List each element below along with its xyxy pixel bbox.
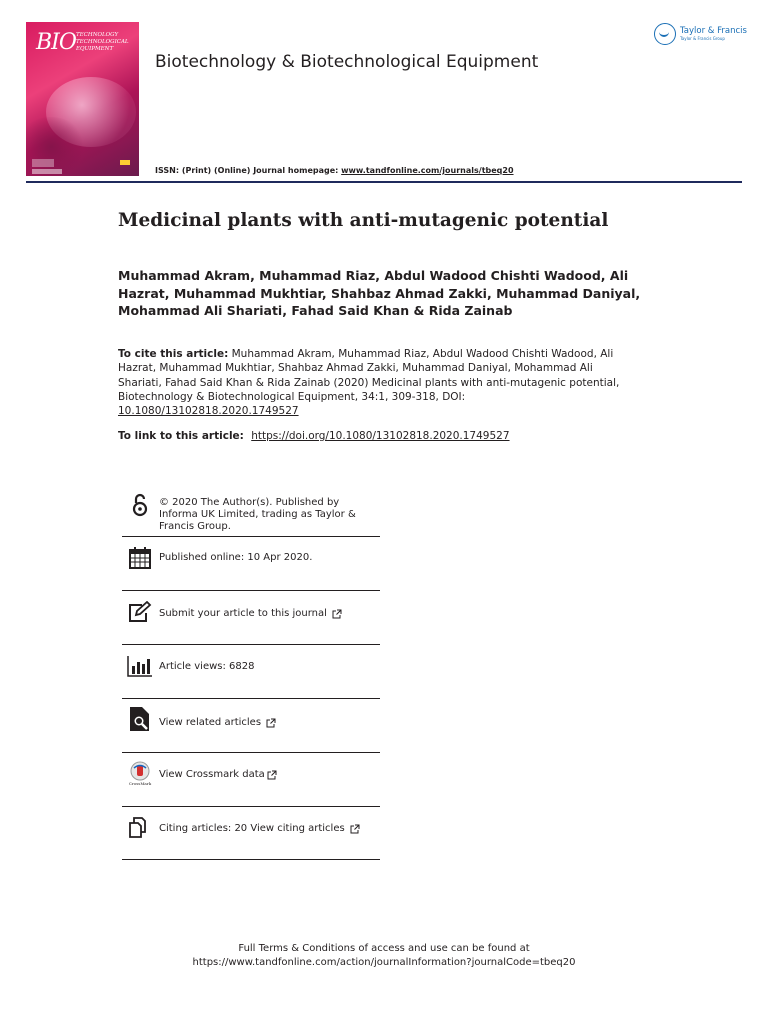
submit-article-link[interactable]: Submit your article to this journal <box>159 608 327 619</box>
open-access-icon <box>127 492 153 518</box>
link-label: To link to this article: <box>118 430 244 442</box>
journal-cover-image <box>26 22 139 176</box>
citing-documents-icon <box>127 814 153 840</box>
article-doi-link[interactable]: https://doi.org/10.1080/13102818.2020.1749527 <box>251 430 510 442</box>
citing-articles-link[interactable]: Citing articles: 20 View citing articles <box>159 823 345 834</box>
citation-label: To cite this article: <box>118 348 229 360</box>
crossmark-row[interactable] <box>122 753 380 807</box>
journal-title: Biotechnology & Biotechnological Equipment <box>155 52 539 72</box>
publisher-logo[interactable] <box>654 22 747 46</box>
terms-footer <box>0 942 768 970</box>
citation-text: Muhammad Akram, Muhammad Riaz, Abdul Wadood Chishti Wadood, Ali Hazrat, Muhammad Mukhtiar, Shahbaz Ahmad Zakki, Muhammad Daniyal, Mohammad Ali Shariati, Fahad Said Khan & Rida Zainab (2020) Medicinal plants with anti-mutagenic potential, Biotechnology & Biotechnological Equipment, 34:1, 309-318, DOI: <box>118 348 620 403</box>
external-link-icon <box>332 609 342 619</box>
article-info-panel <box>122 487 380 860</box>
cover-title: BIO <box>36 30 76 55</box>
crossmark-icon <box>127 760 153 786</box>
related-articles-link[interactable]: View related articles <box>159 717 262 728</box>
issn-line <box>155 166 514 175</box>
open-access-row <box>122 487 380 537</box>
article-views: Article views: 6828 <box>159 661 255 672</box>
cover-publisher-mark <box>32 159 54 167</box>
terms-url[interactable]: https://www.tandfonline.com/action/journalInformation?journalCode=tbeq20 <box>192 957 576 968</box>
header-divider <box>26 181 742 183</box>
cover-badge <box>120 160 130 165</box>
citation-doi-link[interactable]: 10.1080/13102818.2020.1749527 <box>118 405 299 418</box>
crossmark-icon-label: CrossMark <box>128 780 152 786</box>
submit-row[interactable] <box>122 591 380 645</box>
external-link-icon <box>266 718 276 728</box>
published-date: Published online: 10 Apr 2020. <box>159 552 313 563</box>
issn-text: ISSN: (Print) (Online) Journal homepage: <box>155 166 342 175</box>
bar-chart-icon <box>127 653 153 679</box>
publisher-logo-subtitle: Taylor & Francis Group <box>680 36 725 41</box>
external-link-icon <box>267 770 277 780</box>
copyright-text: © 2020 The Author(s). Published by Informa UK Limited, trading as Taylor & Francis Group. <box>159 497 356 532</box>
journal-homepage-link[interactable]: www.tandfonline.com/journals/tbeq20 <box>341 166 514 175</box>
external-link-icon <box>350 824 360 834</box>
crossmark-link[interactable]: View Crossmark data <box>159 769 265 780</box>
terms-line: Full Terms & Conditions of access and use can be found at <box>238 943 530 954</box>
edit-icon <box>127 599 153 625</box>
calendar-icon <box>127 545 153 571</box>
published-row <box>122 537 380 591</box>
article-title: Medicinal plants with anti-mutagenic potential <box>118 210 609 231</box>
citation-block <box>118 347 638 418</box>
cover-subtitle: TECHNOLOGY TECHNOLOGICAL EQUIPMENT <box>76 32 129 52</box>
taylor-francis-icon <box>654 23 676 45</box>
article-link-line <box>118 430 510 442</box>
publisher-logo-name: Taylor & Francis <box>680 26 747 36</box>
related-row[interactable] <box>122 699 380 753</box>
citing-row[interactable] <box>122 807 380 860</box>
views-row <box>122 645 380 699</box>
article-authors: Muhammad Akram, Muhammad Riaz, Abdul Wadood Chishti Wadood, Ali Hazrat, Muhammad Mukhtiar, Shahbaz Ahmad Zakki, Muhammad Daniyal, Mohammad Ali Shariati, Fahad Said Khan & Rida Zainab <box>118 268 641 318</box>
cover-footer-mark <box>32 169 62 174</box>
search-document-icon <box>127 706 153 732</box>
